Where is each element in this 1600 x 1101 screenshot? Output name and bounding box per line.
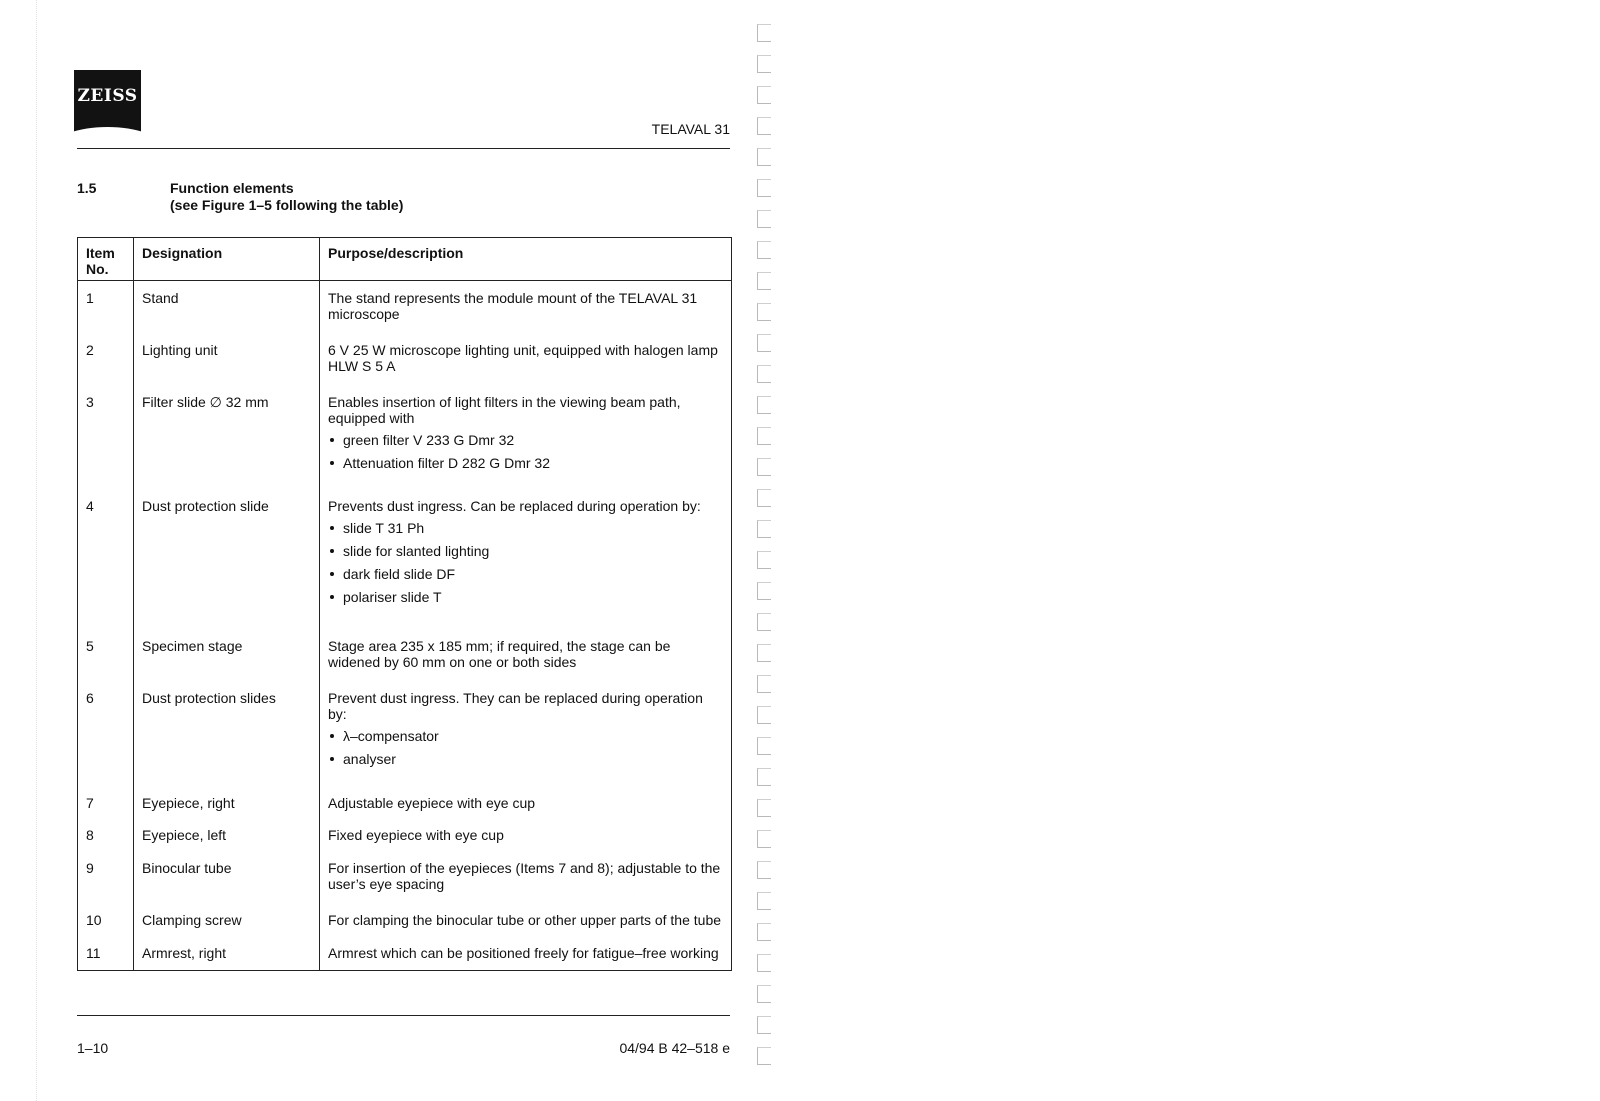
bullet-list	[328, 520, 723, 605]
description-text: Enables insertion of light filters in the viewing beam path, equipped with	[328, 393, 681, 426]
description-text: Prevents dust ingress. Can be replaced during operation by:	[328, 498, 701, 515]
bullet-item: analyser	[328, 751, 723, 767]
binder-hole	[757, 303, 771, 321]
binder-hole	[757, 613, 771, 631]
bullet-list	[328, 432, 723, 471]
purpose-cell	[320, 787, 732, 820]
document-code: 04/94 B 42–518 e	[619, 1040, 730, 1056]
description-text: Fixed eyepiece with eye cup	[328, 827, 504, 844]
bullet-item: λ–compensator	[328, 728, 723, 744]
binder-hole	[757, 861, 771, 879]
bullet-list	[328, 728, 723, 767]
zeiss-logo	[74, 70, 141, 136]
table-row	[78, 490, 732, 630]
table-row	[78, 334, 732, 386]
binder-hole	[757, 954, 771, 972]
binder-hole	[757, 365, 771, 383]
binder-hole	[757, 86, 771, 104]
item-number: 11	[78, 937, 134, 970]
binder-hole	[757, 520, 771, 538]
table-row	[78, 682, 732, 787]
binder-hole	[757, 737, 771, 755]
item-number: 9	[78, 852, 134, 904]
designation-cell: Clamping screw	[134, 904, 320, 937]
table-row	[78, 630, 732, 682]
section-subtitle: (see Figure 1–5 following the table)	[170, 197, 404, 213]
designation-cell: Binocular tube	[134, 852, 320, 904]
binder-hole	[757, 768, 771, 786]
binder-hole	[757, 1047, 771, 1065]
designation-cell: Stand	[134, 281, 320, 334]
header-item-no	[78, 238, 134, 281]
purpose-cell	[320, 630, 732, 682]
purpose-cell	[320, 937, 732, 970]
item-number: 10	[78, 904, 134, 937]
item-number: 1	[78, 281, 134, 334]
binder-hole	[757, 117, 771, 135]
footer-rule	[77, 1015, 730, 1016]
item-number: 3	[78, 386, 134, 491]
table-row	[78, 386, 732, 491]
binder-hole	[757, 923, 771, 941]
header-rule	[77, 148, 730, 149]
item-number: 8	[78, 819, 134, 852]
page-margin-line	[36, 0, 37, 1101]
binder-hole	[757, 551, 771, 569]
document-title: TELAVAL 31	[651, 121, 730, 137]
description-text: For insertion of the eyepieces (Items 7 and 8); adjustable to the user’s eye spacing	[328, 860, 721, 893]
purpose-cell	[320, 281, 732, 334]
description-text: 6 V 25 W microscope lighting unit, equipped with halogen lamp HLW S 5 A	[328, 341, 718, 374]
item-number: 5	[78, 630, 134, 682]
binder-hole	[757, 148, 771, 166]
table-filler-row	[78, 970, 732, 971]
purpose-cell	[320, 386, 732, 491]
section-heading	[170, 180, 403, 214]
description-text: Stage area 235 x 185 mm; if required, the stage can be widened by 60 mm on one or both sides	[328, 638, 671, 671]
bullet-item: slide for slanted lighting	[328, 543, 723, 559]
binder-hole	[757, 830, 771, 848]
purpose-cell	[320, 904, 732, 937]
bullet-item: dark field slide DF	[328, 566, 723, 582]
purpose-cell	[320, 334, 732, 386]
binder-hole	[757, 272, 771, 290]
description-text: Armrest which can be positioned freely for fatigue–free working	[328, 944, 719, 961]
header-item-line2: No.	[86, 261, 109, 277]
designation-cell: Armrest, right	[134, 937, 320, 970]
binder-hole	[757, 55, 771, 73]
designation-cell: Lighting unit	[134, 334, 320, 386]
header-item-line1: Item	[86, 245, 115, 261]
table-row	[78, 852, 732, 904]
item-number: 4	[78, 490, 134, 630]
logo-arc	[74, 127, 141, 136]
item-number: 7	[78, 787, 134, 820]
bullet-item: slide T 31 Ph	[328, 520, 723, 536]
header-purpose: Purpose/description	[320, 238, 732, 281]
designation-cell: Filter slide ∅ 32 mm	[134, 386, 320, 491]
table-row	[78, 937, 732, 970]
page-number: 1–10	[77, 1040, 109, 1056]
binder-hole	[757, 210, 771, 228]
table-row	[78, 904, 732, 937]
description-text: Prevent dust ingress. They can be replaced during operation by:	[328, 689, 703, 722]
table-row	[78, 819, 732, 852]
binder-holes	[757, 24, 777, 1084]
section-number: 1.5	[77, 180, 97, 196]
binder-hole	[757, 334, 771, 352]
header-designation: Designation	[134, 238, 320, 281]
binder-hole	[757, 179, 771, 197]
function-elements-table	[77, 237, 732, 971]
binder-hole	[757, 644, 771, 662]
bullet-item: Attenuation filter D 282 G Dmr 32	[328, 455, 723, 471]
purpose-cell	[320, 490, 732, 630]
description-text: The stand represents the module mount of the TELAVAL 31 microscope	[328, 290, 698, 322]
designation-cell: Eyepiece, left	[134, 819, 320, 852]
binder-hole	[757, 427, 771, 445]
binder-hole	[757, 1016, 771, 1034]
purpose-cell	[320, 682, 732, 787]
designation-cell: Eyepiece, right	[134, 787, 320, 820]
binder-hole	[757, 985, 771, 1003]
description-text: For clamping the binocular tube or other upper parts of the tube	[328, 912, 722, 929]
description-text: Adjustable eyepiece with eye cup	[328, 794, 536, 811]
item-number: 2	[78, 334, 134, 386]
binder-hole	[757, 458, 771, 476]
binder-hole	[757, 24, 771, 42]
binder-hole	[757, 489, 771, 507]
binder-hole	[757, 241, 771, 259]
designation-cell: Dust protection slides	[134, 682, 320, 787]
section-title: Function elements	[170, 180, 294, 196]
binder-hole	[757, 892, 771, 910]
designation-cell: Dust protection slide	[134, 490, 320, 630]
binder-hole	[757, 799, 771, 817]
designation-cell: Specimen stage	[134, 630, 320, 682]
logo-text: ZEISS	[77, 86, 138, 106]
purpose-cell	[320, 852, 732, 904]
binder-hole	[757, 706, 771, 724]
item-number: 6	[78, 682, 134, 787]
table-row	[78, 787, 732, 820]
binder-hole	[757, 675, 771, 693]
purpose-cell	[320, 819, 732, 852]
table-row	[78, 281, 732, 334]
binder-hole	[757, 582, 771, 600]
table-header-row	[78, 238, 732, 281]
binder-hole	[757, 396, 771, 414]
bullet-item: green filter V 233 G Dmr 32	[328, 432, 723, 448]
bullet-item: polariser slide T	[328, 589, 723, 605]
